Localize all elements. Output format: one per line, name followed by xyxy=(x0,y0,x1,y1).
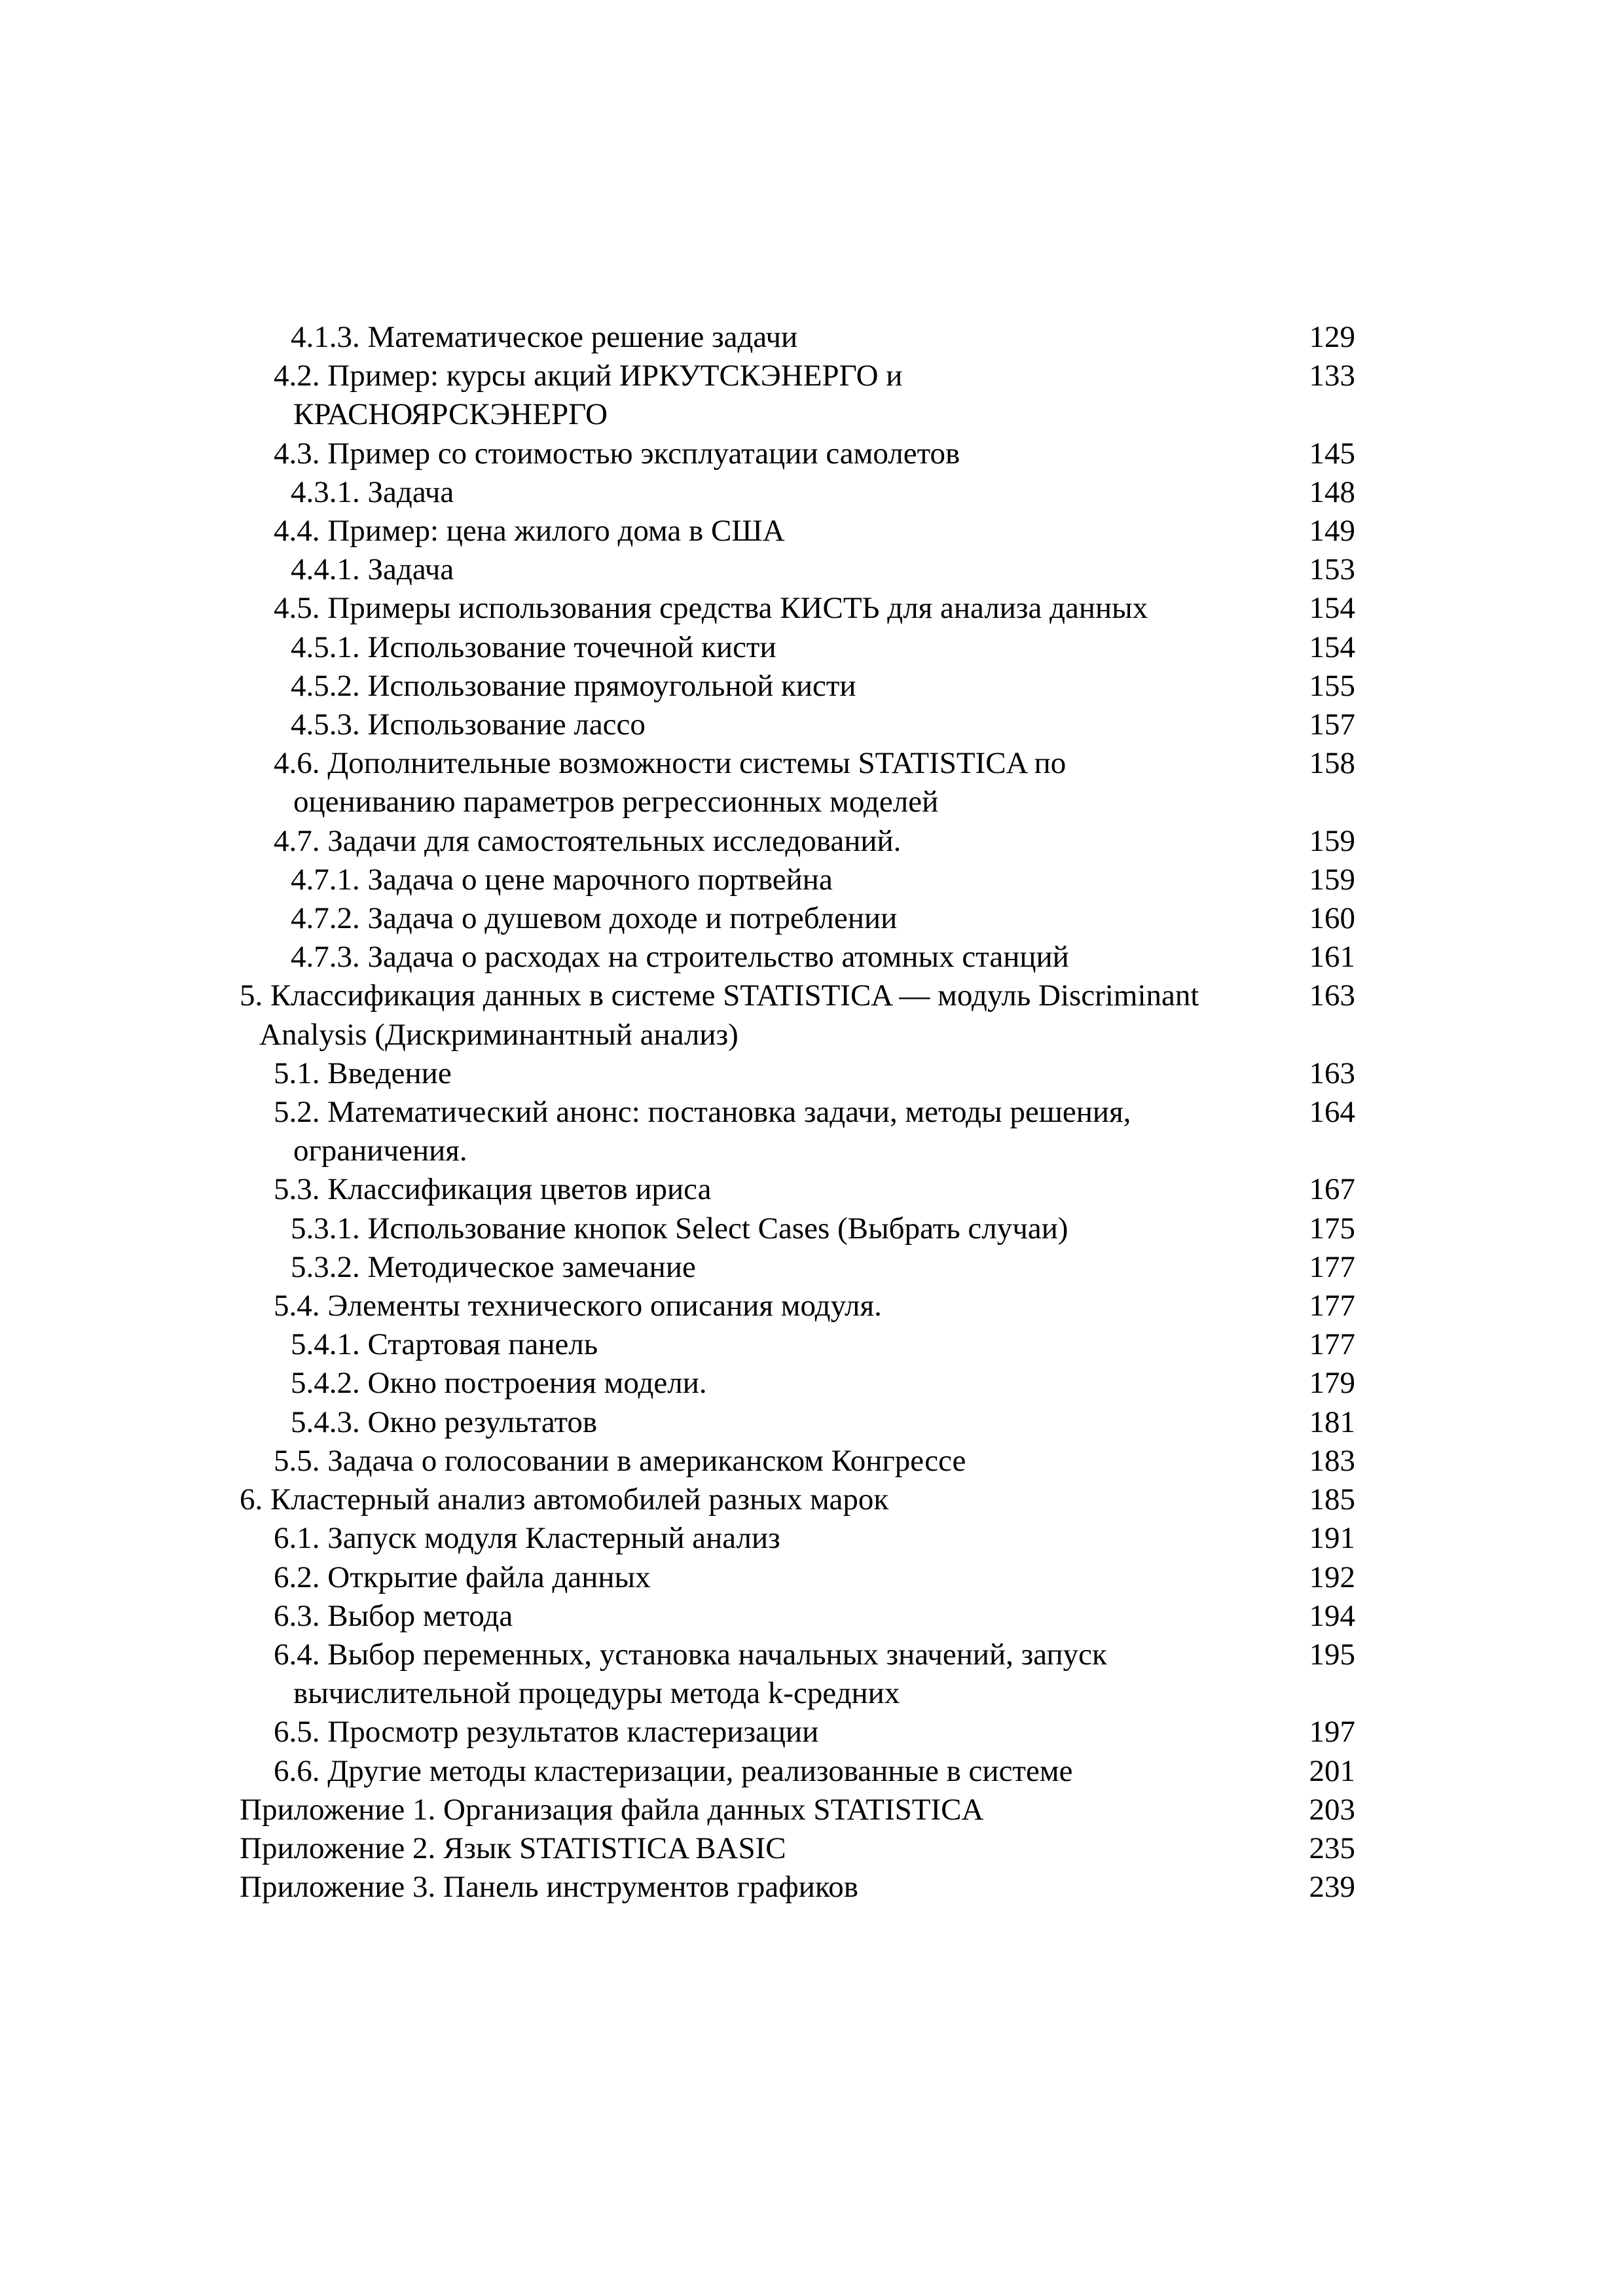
toc-entry-page-number: 163 xyxy=(1309,978,1355,1013)
toc-entry-page-number: 201 xyxy=(1309,1753,1355,1788)
toc-entry-title-line: 6.5. Просмотр результатов кластеризации xyxy=(274,1715,819,1749)
toc-entry-title-line: 4.7.3. Задача о расходах на строительство атомных станций xyxy=(291,940,1069,975)
toc-entry-title-line: 4.1.3. Математическое решение задачи xyxy=(291,320,798,354)
toc-entry-page-number: 133 xyxy=(1309,359,1355,393)
toc-entry-page-number: 160 xyxy=(1309,901,1355,936)
toc-entry xyxy=(240,1558,1355,1597)
toc-entry xyxy=(240,512,1355,550)
toc-entry xyxy=(240,1713,1355,1751)
toc-entry-page-number: 192 xyxy=(1309,1560,1355,1594)
toc-entry xyxy=(240,1868,1355,1907)
toc-entry-title-line: 5.4.2. Окно построения модели. xyxy=(291,1366,707,1401)
toc-entry-page-number: 129 xyxy=(1309,320,1355,354)
toc-entry-title-continuation: вычислительной процедуры метода k-средних xyxy=(293,1676,900,1711)
toc-entry-title-continuation: КРАСНОЯРСКЭНЕРГО xyxy=(293,397,608,432)
toc-entry-title-line: 4.7.1. Задача о цене марочного портвейна xyxy=(291,862,833,897)
toc-entry-title-line: 6.2. Открытие файла данных xyxy=(274,1560,651,1594)
toc-entry-title xyxy=(291,473,1277,512)
toc-entry-page-number: 177 xyxy=(1309,1249,1355,1284)
table-of-contents xyxy=(240,318,1355,1907)
toc-entry-title xyxy=(274,589,1277,628)
toc-entry-page-number: 197 xyxy=(1309,1715,1355,1749)
toc-entry xyxy=(240,1752,1355,1791)
toc-entry xyxy=(240,473,1355,512)
toc-entry-title xyxy=(291,899,1277,938)
toc-entry-title xyxy=(291,1248,1277,1287)
toc-entry-title xyxy=(291,550,1277,589)
toc-entry-title-line: 4.7.2. Задача о душевом доходе и потреблении xyxy=(291,901,898,936)
toc-entry-title-line: 5.2. Математический анонс: постановка задачи, методы решения, xyxy=(274,1095,1131,1130)
toc-entry-title-line: 4.5.1. Использование точечной кисти xyxy=(291,630,776,664)
toc-entry-title-line: 5.4.3. Окно результатов xyxy=(291,1405,598,1439)
toc-entry-title-line: 4.7. Задачи для самостоятельных исследований. xyxy=(274,823,902,858)
toc-entry-title-line: 4.2. Пример: курсы акций ИРКУТСКЭНЕРГО и xyxy=(274,359,903,393)
toc-entry xyxy=(240,899,1355,938)
toc-entry xyxy=(240,550,1355,589)
toc-entry-title xyxy=(274,1287,1277,1325)
toc-entry xyxy=(240,977,1355,1054)
toc-entry-title xyxy=(274,744,1277,821)
toc-entry-title-line: 4.3.1. Задача xyxy=(291,475,454,509)
toc-entry-title xyxy=(291,628,1277,667)
toc-entry-page-number: 145 xyxy=(1309,436,1355,471)
toc-entry-title xyxy=(274,1442,1277,1480)
toc-entry-page-number: 195 xyxy=(1309,1637,1355,1672)
toc-entry-title-line: Приложение 1. Организация файла данных STATISTICA xyxy=(240,1792,984,1827)
toc-entry-title xyxy=(240,1480,1277,1519)
toc-entry-title-line: 5.1. Введение xyxy=(274,1056,452,1090)
toc-entry-title xyxy=(240,977,1277,1054)
toc-entry-page-number: 239 xyxy=(1309,1870,1355,1905)
toc-entry xyxy=(240,1442,1355,1480)
toc-entry-title-continuation: оцениванию параметров регрессионных моделей xyxy=(293,785,939,819)
toc-entry-title-line: 4.4.1. Задача xyxy=(291,552,454,587)
toc-entry xyxy=(240,1519,1355,1558)
toc-entry-page-number: 161 xyxy=(1309,940,1355,975)
toc-entry-page-number: 158 xyxy=(1309,746,1355,781)
toc-entry-page-number: 155 xyxy=(1309,668,1355,703)
toc-entry-title-line: 4.5.3. Использование лассо xyxy=(291,708,646,742)
toc-entry-title xyxy=(274,1054,1277,1093)
toc-entry-page-number: 163 xyxy=(1309,1056,1355,1090)
toc-entry-title xyxy=(291,318,1277,357)
toc-entry-page-number: 149 xyxy=(1309,514,1355,548)
toc-entry-page-number: 185 xyxy=(1309,1482,1355,1517)
toc-entry-page-number: 159 xyxy=(1309,862,1355,897)
toc-entry xyxy=(240,1325,1355,1364)
toc-entry-page-number: 164 xyxy=(1309,1095,1355,1130)
toc-entry xyxy=(240,1170,1355,1209)
toc-entry-page-number: 175 xyxy=(1309,1211,1355,1246)
toc-entry-title-line: 4.3. Пример со стоимостью эксплуатации самолетов xyxy=(274,436,960,471)
toc-entry-title-line: 5.3.2. Методическое замечание xyxy=(291,1249,696,1284)
toc-entry-title-continuation: Analysis (Дискриминантный анализ) xyxy=(259,1017,739,1052)
toc-entry-page-number: 194 xyxy=(1309,1598,1355,1633)
toc-entry-title-line: 6.6. Другие методы кластеризации, реализованные в системе xyxy=(274,1753,1073,1788)
toc-entry-title xyxy=(291,1210,1277,1248)
toc-entry xyxy=(240,667,1355,706)
toc-entry xyxy=(240,1480,1355,1519)
toc-entry-page-number: 235 xyxy=(1309,1831,1355,1865)
toc-entry xyxy=(240,861,1355,899)
toc-entry-page-number: 154 xyxy=(1309,591,1355,626)
toc-entry-page-number: 167 xyxy=(1309,1172,1355,1207)
toc-entry xyxy=(240,357,1355,434)
toc-entry-page-number: 153 xyxy=(1309,552,1355,587)
toc-entry xyxy=(240,1636,1355,1713)
toc-entry-title-line: Приложение 3. Панель инструментов графиков xyxy=(240,1870,859,1905)
toc-entry-title-line: 6.4. Выбор переменных, установка начальных значений, запуск xyxy=(274,1637,1107,1672)
toc-entry xyxy=(240,628,1355,667)
toc-entry xyxy=(240,1287,1355,1325)
toc-entry-title-line: 4.5.2. Использование прямоугольной кисти xyxy=(291,668,856,703)
toc-entry-page-number: 191 xyxy=(1309,1521,1355,1556)
toc-entry-title xyxy=(291,938,1277,977)
toc-entry-title xyxy=(274,1170,1277,1209)
toc-entry xyxy=(240,1791,1355,1829)
toc-entry-title-continuation: ограничения. xyxy=(293,1134,467,1168)
toc-entry-page-number: 183 xyxy=(1309,1443,1355,1478)
toc-entry xyxy=(240,589,1355,628)
toc-entry-title-line: 5. Классификация данных в системе STATISTICA — модуль Discriminant xyxy=(240,978,1199,1013)
toc-entry-page-number: 181 xyxy=(1309,1405,1355,1439)
toc-entry xyxy=(240,1364,1355,1403)
toc-entry xyxy=(240,706,1355,744)
toc-entry-page-number: 177 xyxy=(1309,1289,1355,1323)
toc-entry-title xyxy=(291,1403,1277,1442)
toc-entry-title-line: 6. Кластерный анализ автомобилей разных марок xyxy=(240,1482,889,1517)
toc-entry-title xyxy=(274,1093,1277,1170)
toc-entry-title-line: 5.3.1. Использование кнопок Select Cases (Выбрать случаи) xyxy=(291,1211,1068,1246)
toc-entry-title-line: 5.4.1. Стартовая панель xyxy=(291,1327,598,1362)
toc-entry-title-line: 4.6. Дополнительные возможности системы STATISTICA по xyxy=(274,746,1067,781)
toc-entry xyxy=(240,1210,1355,1248)
toc-entry-title xyxy=(274,1713,1277,1751)
toc-entry-title xyxy=(274,1597,1277,1636)
toc-entry-title xyxy=(274,1636,1277,1713)
toc-entry-title xyxy=(274,1519,1277,1558)
toc-entry-page-number: 203 xyxy=(1309,1792,1355,1827)
toc-entry-title xyxy=(274,512,1277,550)
toc-entry-title xyxy=(291,1325,1277,1364)
toc-entry-page-number: 148 xyxy=(1309,475,1355,509)
toc-entry-title xyxy=(291,667,1277,706)
toc-entry-page-number: 157 xyxy=(1309,708,1355,742)
toc-entry-title xyxy=(274,357,1277,434)
toc-entry-title xyxy=(291,861,1277,899)
toc-entry xyxy=(240,1403,1355,1442)
toc-entry-title-line: 5.3. Классификация цветов ириса xyxy=(274,1172,712,1207)
toc-entry xyxy=(240,1829,1355,1868)
toc-entry-title xyxy=(274,1558,1277,1597)
toc-entry xyxy=(240,938,1355,977)
toc-entry-title xyxy=(274,822,1277,861)
toc-entry xyxy=(240,435,1355,473)
toc-entry-title xyxy=(291,706,1277,744)
toc-entry-title-line: 6.3. Выбор метода xyxy=(274,1598,513,1633)
toc-entry xyxy=(240,1054,1355,1093)
toc-entry xyxy=(240,822,1355,861)
toc-entry-title-line: 4.5. Примеры использования средства КИСТЬ для анализа данных xyxy=(274,591,1148,626)
toc-entry-page-number: 177 xyxy=(1309,1327,1355,1362)
toc-entry-title xyxy=(240,1868,1277,1907)
toc-entry-page-number: 154 xyxy=(1309,630,1355,664)
toc-entry-title-line: 5.4. Элементы технического описания модуля. xyxy=(274,1289,882,1323)
toc-entry-title-line: Приложение 2. Язык STATISTICA BASIC xyxy=(240,1831,786,1865)
toc-entry-title xyxy=(274,435,1277,473)
toc-entry-page-number: 179 xyxy=(1309,1366,1355,1401)
toc-entry xyxy=(240,1248,1355,1287)
toc-entry-title-line: 6.1. Запуск модуля Кластерный анализ xyxy=(274,1521,780,1556)
toc-entry xyxy=(240,1597,1355,1636)
toc-entry-title-line: 4.4. Пример: цена жилого дома в США xyxy=(274,514,785,548)
toc-entry xyxy=(240,1093,1355,1170)
toc-entry-title xyxy=(240,1791,1277,1829)
toc-entry xyxy=(240,744,1355,821)
toc-entry-title-line: 5.5. Задача о голосовании в американском Конгрессе xyxy=(274,1443,966,1478)
toc-entry-title xyxy=(240,1829,1277,1868)
toc-entry-title xyxy=(274,1752,1277,1791)
toc-entry-title xyxy=(291,1364,1277,1403)
toc-entry xyxy=(240,318,1355,357)
toc-entry-page-number: 159 xyxy=(1309,823,1355,858)
